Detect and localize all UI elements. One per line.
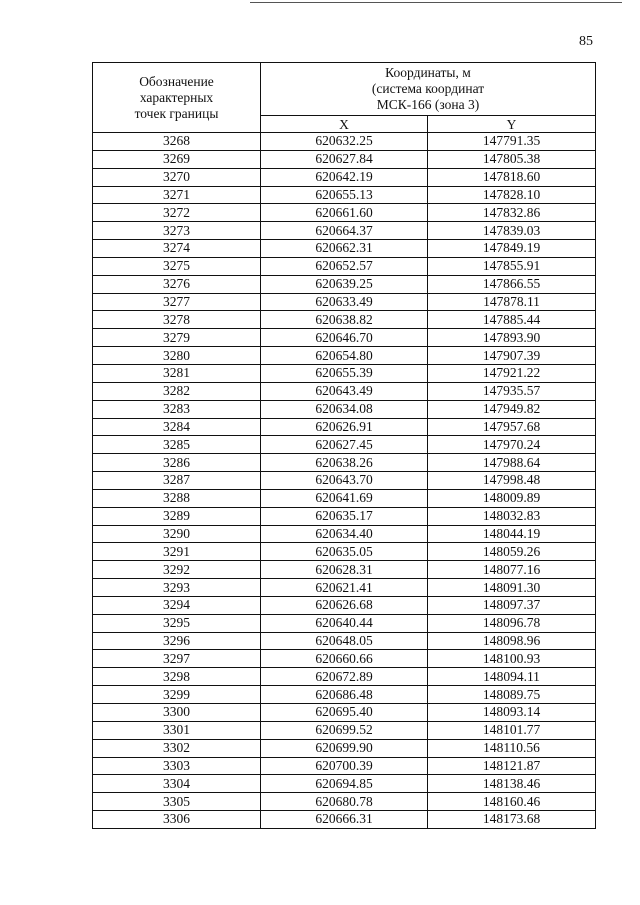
point-cell: 3276 bbox=[93, 275, 261, 293]
x-cell: 620666.31 bbox=[261, 811, 428, 829]
y-cell: 147885.44 bbox=[428, 311, 596, 329]
table-row bbox=[93, 721, 596, 739]
point-cell: 3300 bbox=[93, 704, 261, 722]
x-cell: 620626.68 bbox=[261, 596, 428, 614]
x-cell: 620686.48 bbox=[261, 686, 428, 704]
x-cell: 620628.31 bbox=[261, 561, 428, 579]
table-row bbox=[93, 596, 596, 614]
point-cell: 3289 bbox=[93, 507, 261, 525]
x-cell: 620700.39 bbox=[261, 757, 428, 775]
table-row bbox=[93, 739, 596, 757]
header-point-designation: Обозначение характерных точек границы bbox=[93, 63, 261, 133]
point-cell: 3272 bbox=[93, 204, 261, 222]
y-cell: 148097.37 bbox=[428, 596, 596, 614]
table-row bbox=[93, 186, 596, 204]
x-cell: 620642.19 bbox=[261, 168, 428, 186]
x-cell: 620639.25 bbox=[261, 275, 428, 293]
point-cell: 3291 bbox=[93, 543, 261, 561]
point-cell: 3283 bbox=[93, 400, 261, 418]
table-row bbox=[93, 418, 596, 436]
y-cell: 148110.56 bbox=[428, 739, 596, 757]
point-cell: 3273 bbox=[93, 222, 261, 240]
y-cell: 147818.60 bbox=[428, 168, 596, 186]
point-cell: 3285 bbox=[93, 436, 261, 454]
point-cell: 3293 bbox=[93, 579, 261, 597]
y-cell: 147791.35 bbox=[428, 133, 596, 151]
point-cell: 3295 bbox=[93, 614, 261, 632]
x-cell: 620626.91 bbox=[261, 418, 428, 436]
point-cell: 3282 bbox=[93, 382, 261, 400]
x-cell: 620680.78 bbox=[261, 793, 428, 811]
table-row bbox=[93, 793, 596, 811]
y-cell: 147907.39 bbox=[428, 347, 596, 365]
point-cell: 3304 bbox=[93, 775, 261, 793]
y-cell: 147893.90 bbox=[428, 329, 596, 347]
x-cell: 620660.66 bbox=[261, 650, 428, 668]
table-row bbox=[93, 811, 596, 829]
point-cell: 3292 bbox=[93, 561, 261, 579]
y-cell: 148077.16 bbox=[428, 561, 596, 579]
table-row bbox=[93, 668, 596, 686]
x-cell: 620634.08 bbox=[261, 400, 428, 418]
y-cell: 147849.19 bbox=[428, 240, 596, 258]
y-cell: 148098.96 bbox=[428, 632, 596, 650]
x-cell: 620664.37 bbox=[261, 222, 428, 240]
y-cell: 147921.22 bbox=[428, 364, 596, 382]
header-x: X bbox=[261, 116, 428, 133]
y-cell: 147957.68 bbox=[428, 418, 596, 436]
table-row bbox=[93, 507, 596, 525]
point-cell: 3296 bbox=[93, 632, 261, 650]
point-cell: 3288 bbox=[93, 489, 261, 507]
point-cell: 3298 bbox=[93, 668, 261, 686]
table-body bbox=[93, 133, 596, 829]
point-cell: 3281 bbox=[93, 364, 261, 382]
table-row bbox=[93, 614, 596, 632]
table-row bbox=[93, 704, 596, 722]
x-cell: 620699.90 bbox=[261, 739, 428, 757]
point-cell: 3303 bbox=[93, 757, 261, 775]
coordinates-table bbox=[92, 62, 596, 829]
table-row bbox=[93, 293, 596, 311]
table-row bbox=[93, 364, 596, 382]
table-row bbox=[93, 150, 596, 168]
x-cell: 620634.40 bbox=[261, 525, 428, 543]
x-cell: 620699.52 bbox=[261, 721, 428, 739]
x-cell: 620654.80 bbox=[261, 347, 428, 365]
x-cell: 620635.05 bbox=[261, 543, 428, 561]
table-row bbox=[93, 650, 596, 668]
table-row bbox=[93, 329, 596, 347]
y-cell: 147878.11 bbox=[428, 293, 596, 311]
y-cell: 147970.24 bbox=[428, 436, 596, 454]
x-cell: 620633.49 bbox=[261, 293, 428, 311]
table-row bbox=[93, 168, 596, 186]
x-cell: 620643.49 bbox=[261, 382, 428, 400]
table-row bbox=[93, 275, 596, 293]
table-row bbox=[93, 400, 596, 418]
y-cell: 148138.46 bbox=[428, 775, 596, 793]
point-cell: 3268 bbox=[93, 133, 261, 151]
table-row bbox=[93, 240, 596, 258]
x-cell: 620638.82 bbox=[261, 311, 428, 329]
y-cell: 147949.82 bbox=[428, 400, 596, 418]
y-cell: 148096.78 bbox=[428, 614, 596, 632]
point-cell: 3270 bbox=[93, 168, 261, 186]
table-row bbox=[93, 204, 596, 222]
x-cell: 620694.85 bbox=[261, 775, 428, 793]
x-cell: 620662.31 bbox=[261, 240, 428, 258]
y-cell: 147805.38 bbox=[428, 150, 596, 168]
y-cell: 148173.68 bbox=[428, 811, 596, 829]
y-cell: 148032.83 bbox=[428, 507, 596, 525]
point-cell: 3305 bbox=[93, 793, 261, 811]
y-cell: 148091.30 bbox=[428, 579, 596, 597]
table-row bbox=[93, 347, 596, 365]
x-cell: 620632.25 bbox=[261, 133, 428, 151]
point-cell: 3306 bbox=[93, 811, 261, 829]
table-row bbox=[93, 489, 596, 507]
x-cell: 620672.89 bbox=[261, 668, 428, 686]
point-cell: 3287 bbox=[93, 472, 261, 490]
table-row bbox=[93, 311, 596, 329]
y-cell: 147998.48 bbox=[428, 472, 596, 490]
table-row bbox=[93, 525, 596, 543]
header-coordinates: Координаты, м (система координат МСК-166 (зона 3) bbox=[261, 63, 596, 116]
point-cell: 3271 bbox=[93, 186, 261, 204]
x-cell: 620655.39 bbox=[261, 364, 428, 382]
x-cell: 620661.60 bbox=[261, 204, 428, 222]
point-cell: 3277 bbox=[93, 293, 261, 311]
point-cell: 3294 bbox=[93, 596, 261, 614]
table-row bbox=[93, 257, 596, 275]
point-cell: 3284 bbox=[93, 418, 261, 436]
page-number: 85 bbox=[579, 34, 593, 49]
y-cell: 148094.11 bbox=[428, 668, 596, 686]
point-cell: 3275 bbox=[93, 257, 261, 275]
x-cell: 620635.17 bbox=[261, 507, 428, 525]
table-row bbox=[93, 133, 596, 151]
y-cell: 148100.93 bbox=[428, 650, 596, 668]
y-cell: 148101.77 bbox=[428, 721, 596, 739]
x-cell: 620627.84 bbox=[261, 150, 428, 168]
header-y: Y bbox=[428, 116, 596, 133]
table-row bbox=[93, 579, 596, 597]
y-cell: 148160.46 bbox=[428, 793, 596, 811]
point-cell: 3274 bbox=[93, 240, 261, 258]
y-cell: 147828.10 bbox=[428, 186, 596, 204]
point-cell: 3302 bbox=[93, 739, 261, 757]
y-cell: 147839.03 bbox=[428, 222, 596, 240]
point-cell: 3269 bbox=[93, 150, 261, 168]
point-cell: 3290 bbox=[93, 525, 261, 543]
x-cell: 620643.70 bbox=[261, 472, 428, 490]
table-row bbox=[93, 436, 596, 454]
x-cell: 620627.45 bbox=[261, 436, 428, 454]
table-row bbox=[93, 775, 596, 793]
y-cell: 148044.19 bbox=[428, 525, 596, 543]
y-cell: 147866.55 bbox=[428, 275, 596, 293]
x-cell: 620641.69 bbox=[261, 489, 428, 507]
x-cell: 620638.26 bbox=[261, 454, 428, 472]
point-cell: 3278 bbox=[93, 311, 261, 329]
y-cell: 147832.86 bbox=[428, 204, 596, 222]
y-cell: 147988.64 bbox=[428, 454, 596, 472]
table-row bbox=[93, 757, 596, 775]
table-row bbox=[93, 632, 596, 650]
point-cell: 3280 bbox=[93, 347, 261, 365]
x-cell: 620621.41 bbox=[261, 579, 428, 597]
y-cell: 148093.14 bbox=[428, 704, 596, 722]
top-rule bbox=[250, 2, 622, 3]
x-cell: 620640.44 bbox=[261, 614, 428, 632]
x-cell: 620648.05 bbox=[261, 632, 428, 650]
y-cell: 148059.26 bbox=[428, 543, 596, 561]
point-cell: 3279 bbox=[93, 329, 261, 347]
y-cell: 148089.75 bbox=[428, 686, 596, 704]
point-cell: 3299 bbox=[93, 686, 261, 704]
table-row bbox=[93, 686, 596, 704]
table-row bbox=[93, 454, 596, 472]
table-row bbox=[93, 561, 596, 579]
y-cell: 147935.57 bbox=[428, 382, 596, 400]
y-cell: 147855.91 bbox=[428, 257, 596, 275]
table-row bbox=[93, 472, 596, 490]
table-row bbox=[93, 543, 596, 561]
x-cell: 620695.40 bbox=[261, 704, 428, 722]
point-cell: 3286 bbox=[93, 454, 261, 472]
point-cell: 3301 bbox=[93, 721, 261, 739]
x-cell: 620652.57 bbox=[261, 257, 428, 275]
y-cell: 148121.87 bbox=[428, 757, 596, 775]
point-cell: 3297 bbox=[93, 650, 261, 668]
table-row bbox=[93, 222, 596, 240]
y-cell: 148009.89 bbox=[428, 489, 596, 507]
table-row bbox=[93, 382, 596, 400]
x-cell: 620655.13 bbox=[261, 186, 428, 204]
x-cell: 620646.70 bbox=[261, 329, 428, 347]
